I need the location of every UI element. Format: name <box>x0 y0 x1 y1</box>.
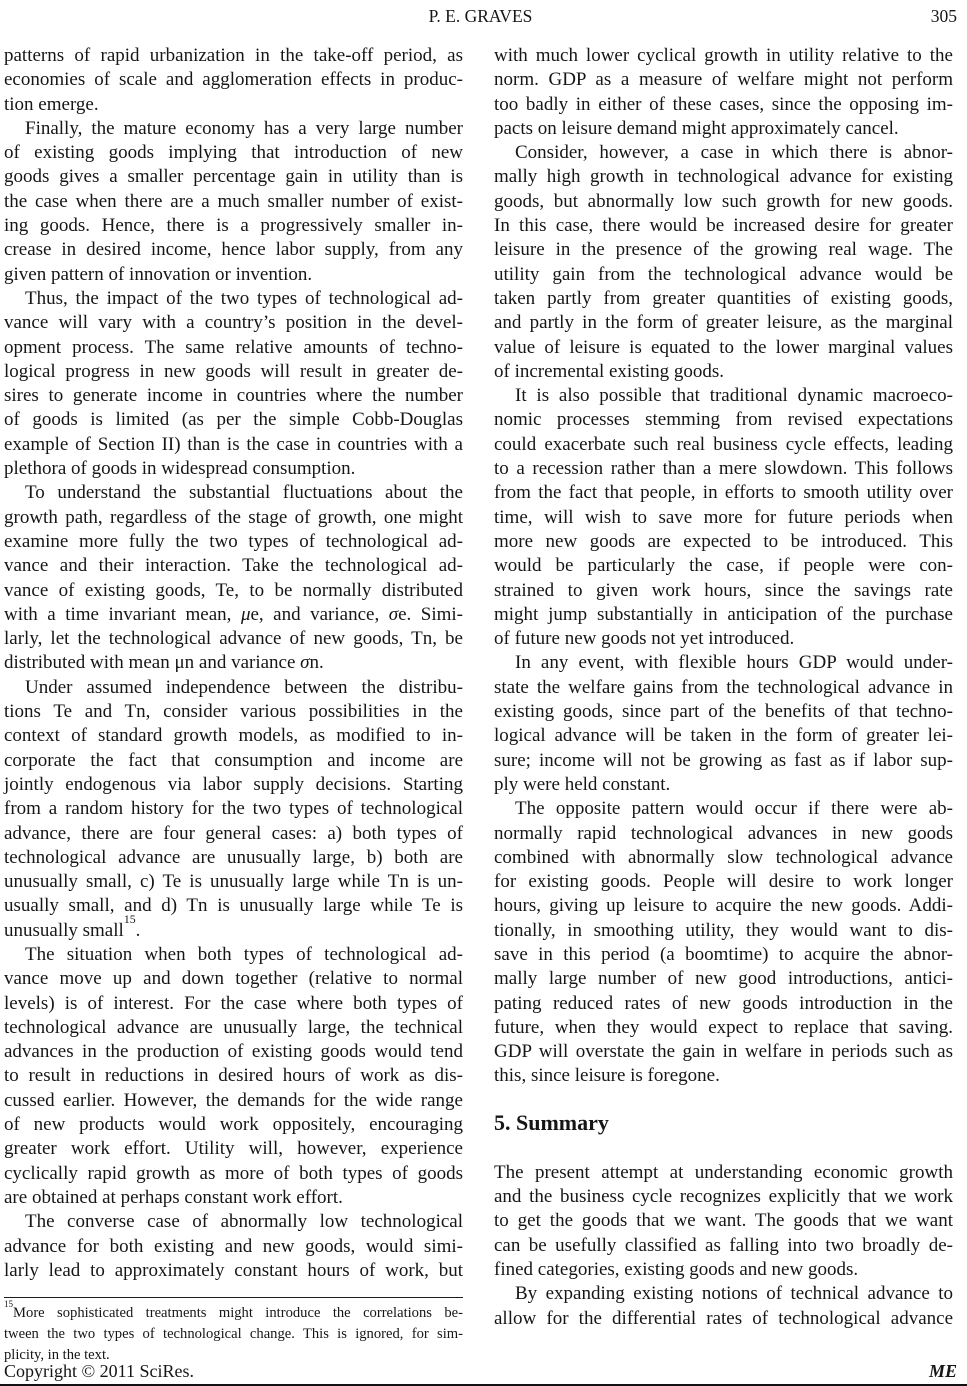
text-line: of future new goods not yet introduced. <box>494 628 795 650</box>
text-line: from a random history for the two types of technological <box>4 798 463 820</box>
paragraph <box>494 1161 953 1282</box>
text-line: It is also possible that traditional dynamic macroeco- <box>515 385 953 407</box>
text-line: sires to generate income in countries where the number <box>4 385 463 407</box>
paragraph <box>4 943 463 1210</box>
text-line: state the welfare gains from the technological advance in <box>494 676 953 698</box>
text-line: $^{15}$More sophisticated treatments might introduce the correlations be- <box>4 1299 463 1322</box>
text-line: technological advance are unusually large, the technical <box>4 1016 463 1038</box>
text-line: for existing goods. People will desire to work longer <box>494 871 953 893</box>
text-line: The present attempt at understanding economic growth <box>494 1161 953 1183</box>
text-line: unusually small$^{15}$. <box>4 913 141 941</box>
text-line: with much lower cyclical growth in utility relative to the <box>494 45 953 66</box>
text-line: The opposite pattern would occur if there were ab- <box>515 798 953 820</box>
text-line: goods gives a smaller percentage gain in utility than is <box>4 166 463 188</box>
text-line: leisure in the presence of the growing real wage. The <box>494 239 953 261</box>
right-column <box>494 44 953 1366</box>
text-line: hours, giving up leisure to acquire the new goods. Addi- <box>494 895 953 917</box>
paragraph <box>4 676 463 943</box>
text-line: tions Te and Tn, consider various possibilities in the <box>4 701 463 723</box>
text-line: vance of existing goods, Te, to be normally distributed <box>4 579 463 601</box>
paragraph <box>4 1210 463 1283</box>
text-line: to a recession rather than a mere slowdown. This follows <box>494 458 953 480</box>
paragraph <box>494 141 953 384</box>
paragraph <box>494 384 953 651</box>
text-line: nomic processes stemming from revised expectations <box>494 409 953 431</box>
text-line: Under assumed independence between the distribu- <box>25 676 463 698</box>
text-line: of existing goods implying that introduction of new <box>4 142 463 164</box>
text-line: fined categories, existing goods and new goods. <box>494 1258 859 1280</box>
text-line: of incremental existing goods. <box>494 360 725 382</box>
text-line: and the business cycle recognizes explicitly that we work <box>494 1186 953 1208</box>
text-line: and partly in the form of greater leisure, as the marginal <box>494 312 953 334</box>
footnote-block <box>4 1297 463 1366</box>
text-line: opment process. The same relative amounts of techno- <box>4 336 463 358</box>
text-line: cussed earlier. However, the demands for the wide range <box>4 1089 463 1111</box>
text-line: future, when they would expect to replace that saving. <box>494 1016 953 1038</box>
text-line: usually small, and d) Tn is unusually large while Te is <box>4 895 463 917</box>
text-line: corporate the fact that consumption and income are <box>4 749 463 771</box>
text-line: are obtained at perhaps constant work effort. <box>4 1186 343 1208</box>
text-line: Finally, the mature economy has a very large number <box>25 117 463 139</box>
text-line: would be particularly the case, if people were con- <box>494 555 953 577</box>
text-line: time, will wish to save more for future periods when <box>494 506 953 528</box>
text-line: plicity, in the text. <box>4 1347 110 1364</box>
footnote-text <box>4 1299 463 1366</box>
text-line: sure; income will not be growing as fast as if labor sup- <box>494 749 953 771</box>
footnote-separator-rule <box>4 1297 463 1298</box>
text-line: this, since leisure is foregone. <box>494 1065 720 1087</box>
text-line: given pattern of innovation or invention. <box>4 263 313 285</box>
text-line: goods, but abnormally low such growth for new goods. <box>494 190 953 212</box>
text-line: In any event, with flexible hours GDP would under- <box>515 652 953 674</box>
paragraph <box>494 651 953 797</box>
text-line: existing goods, since part of the benefits of that techno- <box>494 701 953 723</box>
text-line: too badly in either of these cases, since the opposing im- <box>494 93 953 115</box>
text-line: pacts on leisure demand might approximately cancel. <box>494 117 899 139</box>
page-header <box>4 6 957 32</box>
copyright-notice: Copyright © 2011 SciRes. <box>4 1361 195 1381</box>
journal-code: ME <box>928 1361 957 1381</box>
text-line: ply were held constant. <box>494 773 671 795</box>
text-line: To understand the substantial fluctuations about the <box>25 482 463 504</box>
text-line: strained to given work hours, since the savings rate <box>494 579 953 601</box>
text-line: GDP will overstate the gain in welfare in periods such as <box>494 1041 953 1063</box>
text-line: save in this period (a boomtime) to acquire the abnor- <box>494 943 953 965</box>
text-line: economies of scale and agglomeration effects in produc- <box>4 69 463 91</box>
paragraph <box>494 44 953 141</box>
paragraph <box>4 117 463 287</box>
text-line: The converse case of abnormally low technological <box>25 1211 463 1233</box>
text-line: from the fact that people, in efforts to smooth utility over <box>494 482 953 504</box>
text-line: can be usefully classified as falling into two broadly de- <box>494 1234 953 1256</box>
text-line: norm. GDP as a measure of welfare might not perform <box>494 69 953 91</box>
text-line: growth path, regardless of the stage of growth, one might <box>4 506 463 528</box>
text-line: distributed with mean μn and variance σn. <box>4 652 324 674</box>
paragraph <box>4 481 463 675</box>
text-line: crease in desired income, hence labor supply, from any <box>4 239 463 261</box>
text-line: to get the goods that we want. The goods that we want <box>494 1210 953 1232</box>
two-column-body <box>4 44 953 1366</box>
text-line: examine more fully the two types of technological ad- <box>4 530 463 552</box>
text-line: patterns of rapid urbanization in the take-off period, as <box>4 45 463 66</box>
text-line: The situation when both types of technological ad- <box>25 943 463 965</box>
text-line: combined with abnormally slow technological advance <box>494 846 953 868</box>
paragraph <box>4 44 463 117</box>
text-line: with a time invariant mean, μe, and variance, σe. Simi- <box>4 603 463 625</box>
text-line: vance will vary with a country’s position in the devel- <box>4 312 463 334</box>
text-line: jointly endogenous via labor supply decisions. Starting <box>4 773 463 795</box>
text-line: vance move up and down together (relative to normal <box>4 968 463 990</box>
text-line: In this case, there would be increased desire for greater <box>494 215 953 237</box>
paragraph <box>494 797 953 1089</box>
text-line: mally high growth in technological advance for existing <box>494 166 953 188</box>
text-line: of new products would work oppositely, encouraging <box>4 1114 463 1136</box>
paragraph <box>494 1282 953 1331</box>
text-line: levels) is of interest. For the case where both types of <box>4 992 463 1014</box>
text-line: tionally, in smoothing utility, they would want to dis- <box>494 919 953 941</box>
text-line: allow for the differential rates of technological advance <box>494 1307 953 1329</box>
text-line: to result in reductions in desired hours of work as dis- <box>4 1065 463 1087</box>
text-line: logical progress in new goods will result in greater de- <box>4 360 463 382</box>
text-line: could exacerbate such real business cycle effects, leading <box>494 433 953 455</box>
text-line: larly lead to approximately constant hours of work, but <box>4 1259 463 1281</box>
text-line: tween the two types of technological change. This is ignored, for sim- <box>4 1326 463 1343</box>
text-line: larly, let the technological advance of new goods, Tn, be <box>4 628 463 650</box>
text-line: of goods is limited (as per the simple Cobb-Douglas <box>4 409 463 431</box>
text-line: advance for both existing and new goods, would simi- <box>4 1235 463 1257</box>
running-title: P. E. GRAVES <box>428 6 533 26</box>
page-footer <box>4 1361 957 1382</box>
text-line: normally rapid technological advances in new goods <box>494 822 953 844</box>
text-line: pating reduced rates of new goods introduction in the <box>494 992 953 1014</box>
text-line: greater work effort. Utility will, however, experience <box>4 1138 463 1160</box>
text-line: might jump substantially in anticipation of the purchase <box>494 603 953 625</box>
text-line: tion emerge. <box>4 93 99 115</box>
text-line: advance, there are four general cases: a) both types of <box>4 822 463 844</box>
text-line: logical advance will be taken in the form of greater lei- <box>494 725 953 747</box>
text-line: utility gain from the technological advance would be <box>494 263 953 285</box>
paragraph <box>4 287 463 481</box>
text-line: vance and their interaction. Take the technological ad- <box>4 555 463 577</box>
text-line: technological advance are unusually large, b) both are <box>4 846 463 868</box>
text-line: unusually small, c) Te is unusually large while Tn is un- <box>4 871 463 893</box>
left-column <box>4 44 463 1366</box>
text-line: Thus, the impact of the two types of technological ad- <box>25 287 463 309</box>
text-line: more new goods are expected to be introduced. This <box>494 530 953 552</box>
text-line: mally large number of new good introductions, antici- <box>494 968 953 990</box>
text-line: ing goods. Hence, there is a progressively smaller in- <box>4 215 463 237</box>
text-line: plethora of goods in widespread consumption. <box>4 458 356 480</box>
text-line: cyclically rapid growth as more of both types of goods <box>4 1162 463 1184</box>
text-line: value of leisure is equated to the lower marginal values <box>494 336 953 358</box>
text-line: advances in the production of existing goods would tend <box>4 1041 463 1063</box>
page-number: 305 <box>930 6 957 26</box>
text-line: Consider, however, a case in which there is abnor- <box>515 142 953 164</box>
text-line: the case when there are a much smaller number of exist- <box>4 190 463 212</box>
text-line: example of Section II) than is the case in countries with a <box>4 433 463 455</box>
text-line: taken partly from greater quantities of existing goods, <box>494 287 953 309</box>
text-line: context of standard growth models, as modified to in- <box>4 725 463 747</box>
section-heading-summary: 5. Summary <box>494 1109 609 1135</box>
text-line: By expanding existing notions of technical advance to <box>515 1283 953 1305</box>
